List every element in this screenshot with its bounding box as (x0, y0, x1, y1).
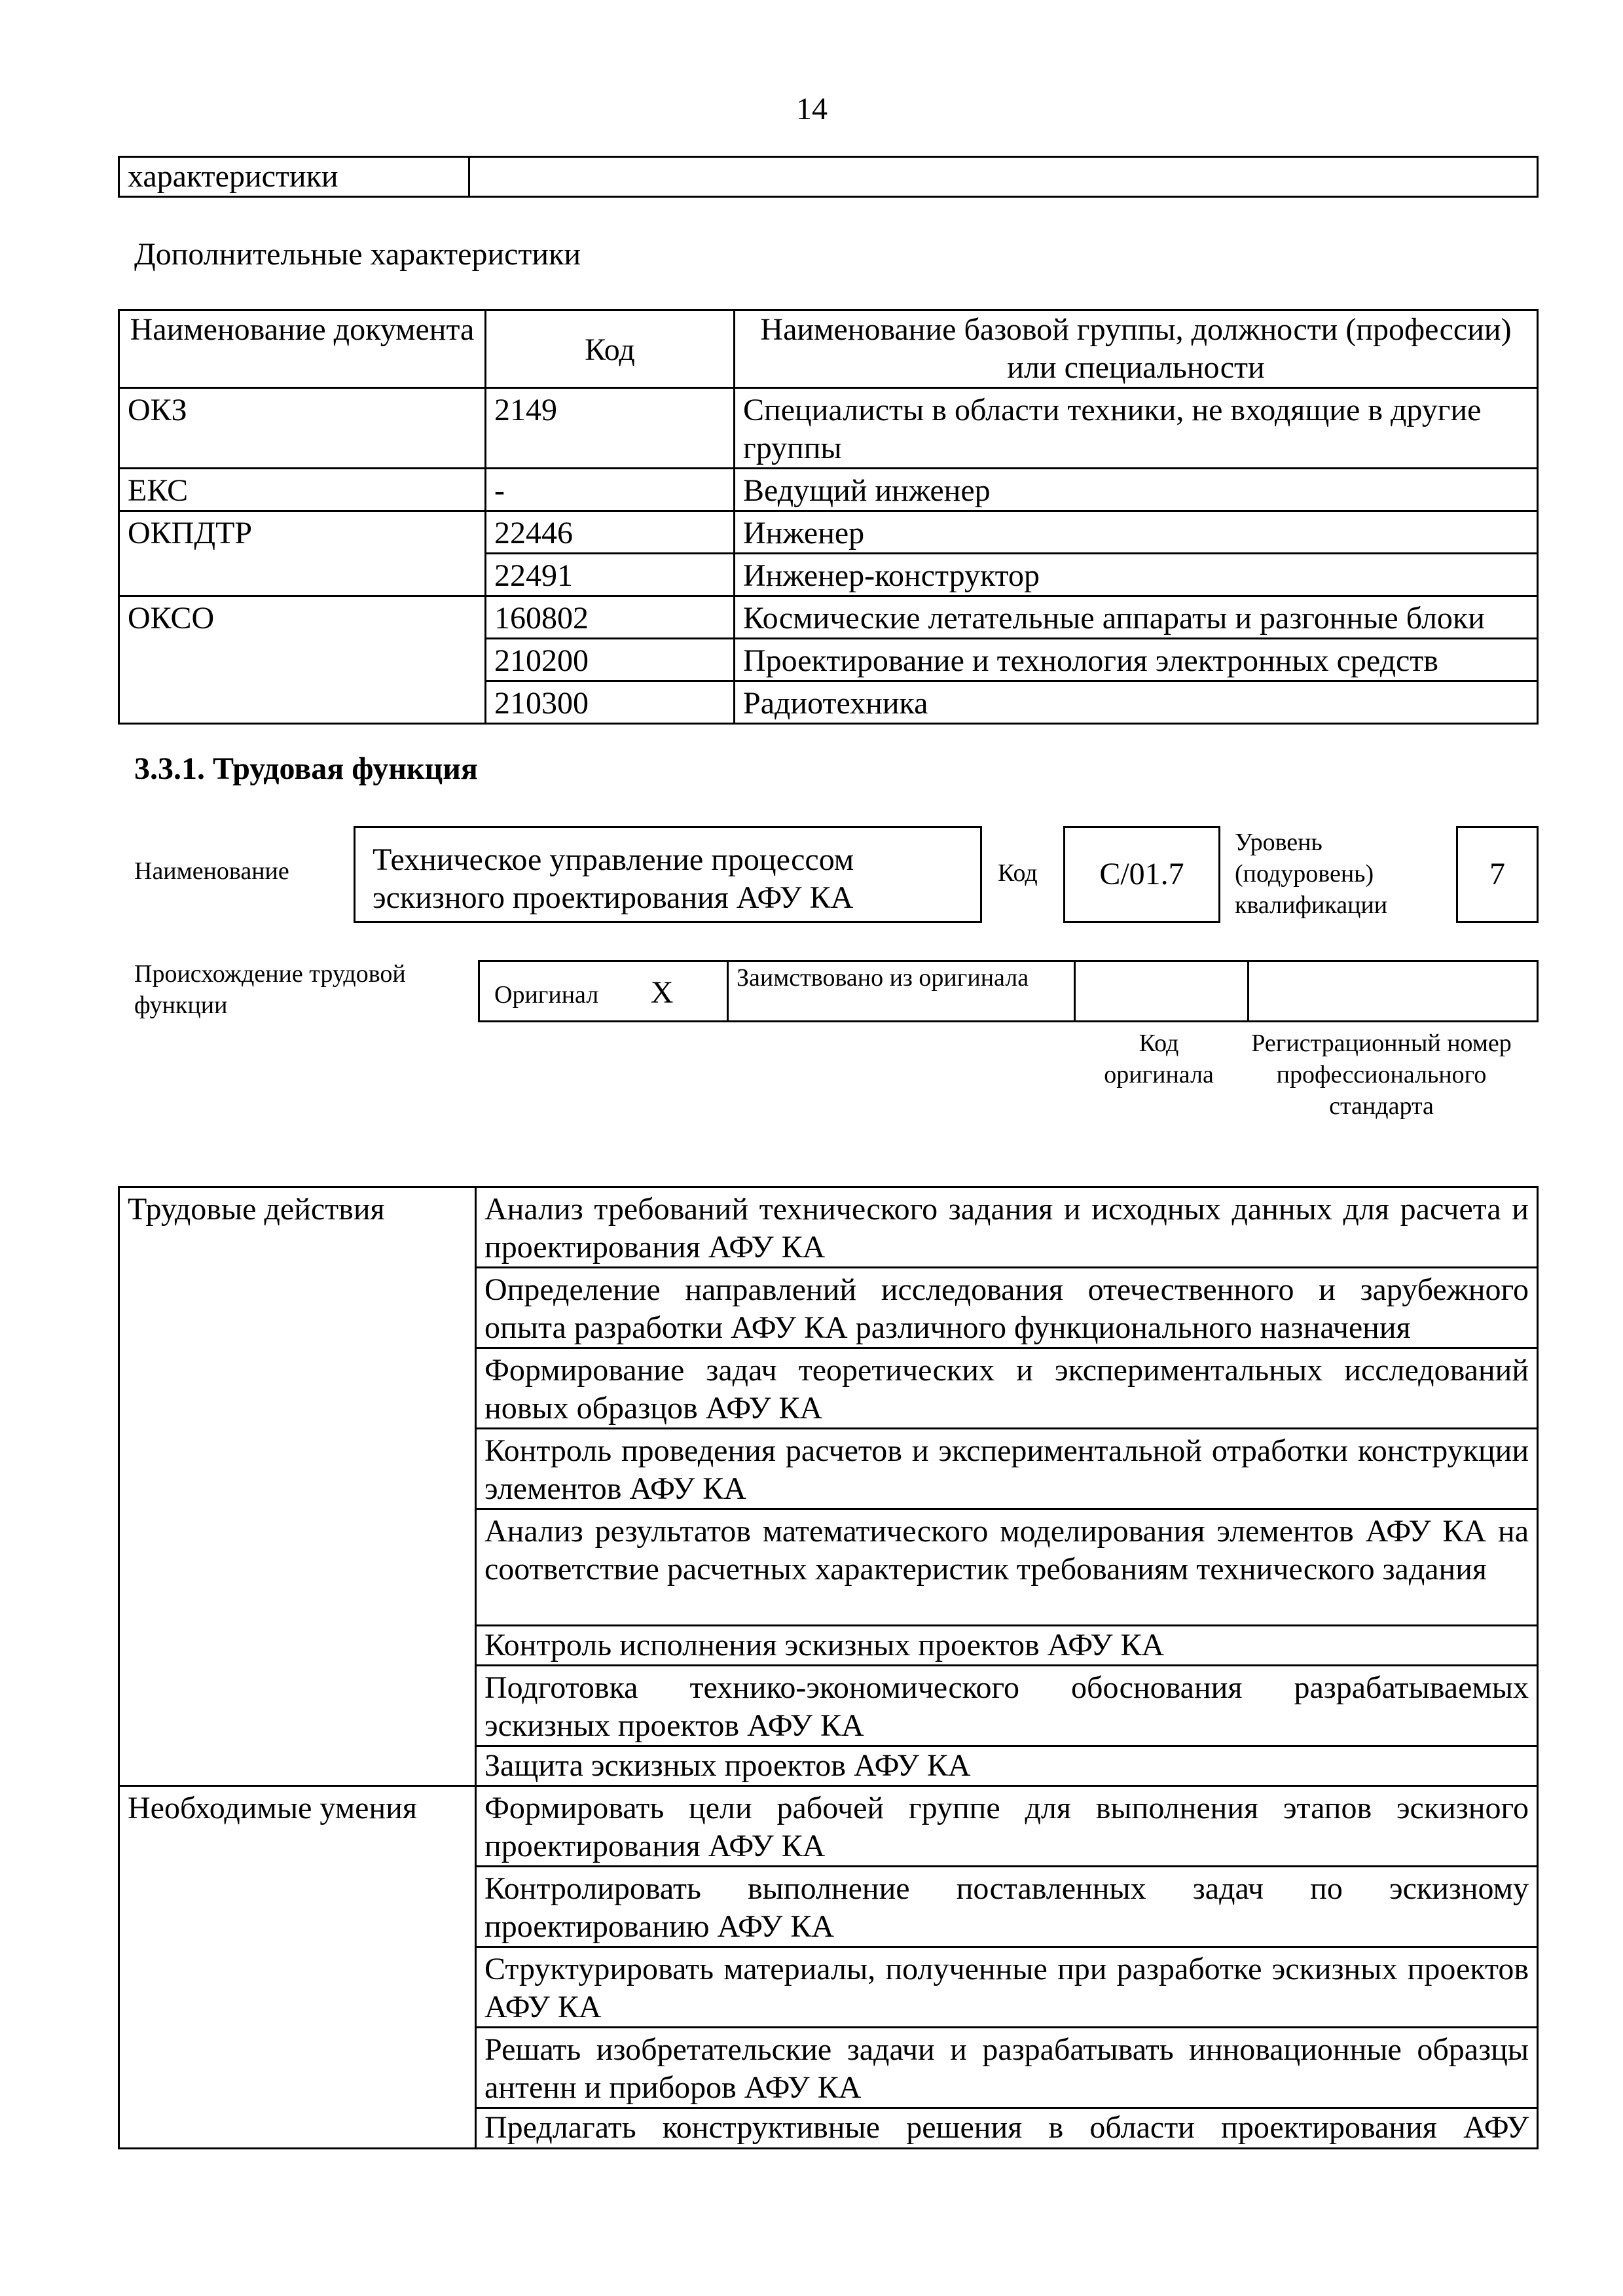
additional-row (119, 469, 1538, 511)
row-code: 22491 (486, 554, 735, 596)
header-code: Код (486, 310, 735, 388)
row-name: Инженер-конструктор (735, 554, 1538, 596)
reg-number-cell (1249, 961, 1538, 1022)
name-value-box (354, 826, 982, 923)
row-doc: ОКПДТР (119, 511, 486, 596)
top-row-value (469, 157, 1538, 197)
additional-row (119, 388, 1538, 469)
row-name: Проектирование и технология электронных средств (735, 639, 1538, 681)
row-name: Космические летательные аппараты и разгонные блоки (735, 596, 1538, 639)
reg-number-caption: Регистрационный номер профессионального стандарта (1251, 1030, 1512, 1120)
skill-item: Предлагать конструктивные решения в области проектирования АФУ (476, 2108, 1538, 2149)
skill-row (119, 1786, 1538, 1867)
row-doc: ОКЗ (119, 388, 486, 469)
row-code: 2149 (486, 388, 735, 469)
borrowed-cell: Заимствовано из оригинала (728, 961, 1075, 1022)
code-value: С/01.7 (1099, 857, 1184, 891)
row-name: Специалисты в области техники, не входящие в другие группы (735, 388, 1538, 469)
row-code: - (486, 469, 735, 511)
action-item: Формирование задач теоретических и экспериментальных исследований новых образцов АФУ КА (476, 1348, 1538, 1429)
additional-row (119, 511, 1538, 554)
action-item: Определение направлений исследования отечественного и зарубежного опыта разработки АФУ КА различного функционального назначения (476, 1268, 1538, 1348)
name-label: Наименование (134, 857, 289, 885)
row-code: 210300 (486, 681, 735, 724)
origin-code-caption: Код оригинала (1104, 1030, 1214, 1088)
additional-heading: Дополнительные характеристики (134, 237, 581, 272)
row-name: Радиотехника (735, 681, 1538, 724)
action-item: Подготовка технико-экономического обоснования разрабатываемых эскизных проектов АФУ КА (476, 1666, 1538, 1746)
additional-header-row (119, 310, 1538, 388)
row-code: 160802 (486, 596, 735, 639)
row-name: Инженер (735, 511, 1538, 554)
skill-item: Решать изобретательские задачи и разрабатывать инновационные образцы антенн и приборов АФУ КА (476, 2028, 1538, 2108)
row-doc: ЕКС (119, 469, 486, 511)
page-number: 14 (796, 92, 828, 126)
actions-label: Трудовые действия (119, 1187, 476, 1786)
row-doc: ОКСО (119, 596, 486, 724)
level-label: Уровень (подуровень) квалификации (1235, 829, 1388, 919)
code-value-box (1063, 826, 1220, 923)
origin-table (478, 960, 1539, 1022)
row-name: Ведущий инженер (735, 469, 1538, 511)
action-item: Контроль проведения расчетов и экспериментальной отработки конструкции элементов АФУ КА (476, 1429, 1538, 1509)
header-doc: Наименование документа (119, 310, 486, 388)
action-item: Контроль исполнения эскизных проектов АФУ КА (476, 1626, 1538, 1666)
row-code: 22446 (486, 511, 735, 554)
additional-row (119, 596, 1538, 639)
level-value-box (1456, 826, 1539, 923)
action-item: Защита эскизных проектов АФУ КА (476, 1746, 1538, 1786)
skill-item: Структурировать материалы, полученные при разработке эскизных проектов АФУ КА (476, 1947, 1538, 2028)
row-code: 210200 (486, 639, 735, 681)
actions-skills-table (118, 1186, 1539, 2149)
header-name: Наименование базовой группы, должности (профессии) или специальности (735, 310, 1538, 388)
original-cell (479, 961, 728, 1022)
skills-label: Необходимые умения (119, 1786, 476, 2149)
skill-item: Формировать цели рабочей группе для выполнения этапов эскизного проектирования АФУ КА (476, 1786, 1538, 1867)
original-label: Оригинал (494, 980, 599, 1009)
origin-label: Происхождение трудовой функции (134, 960, 406, 1019)
name-value: Техническое управление процессом эскизного проектирования АФУ КА (373, 842, 854, 915)
top-row-table (118, 156, 1539, 198)
code-label: Код (998, 859, 1038, 887)
action-item: Анализ результатов математического моделирования элементов АФУ КА на соответствие расчетных характеристик требованиям технического задания (476, 1509, 1538, 1626)
top-row-label: характеристики (119, 157, 469, 197)
action-item: Анализ требований технического задания и исходных данных для расчета и проектирования АФУ КА (476, 1187, 1538, 1268)
original-mark: X (650, 975, 674, 1010)
additional-table (118, 309, 1539, 725)
origin-code-cell (1075, 961, 1249, 1022)
skill-item: Контролировать выполнение поставленных задач по эскизному проектированию АФУ КА (476, 1867, 1538, 1947)
level-value: 7 (1489, 857, 1505, 891)
section-title: 3.3.1. Трудовая функция (134, 751, 478, 786)
action-row (119, 1187, 1538, 1268)
